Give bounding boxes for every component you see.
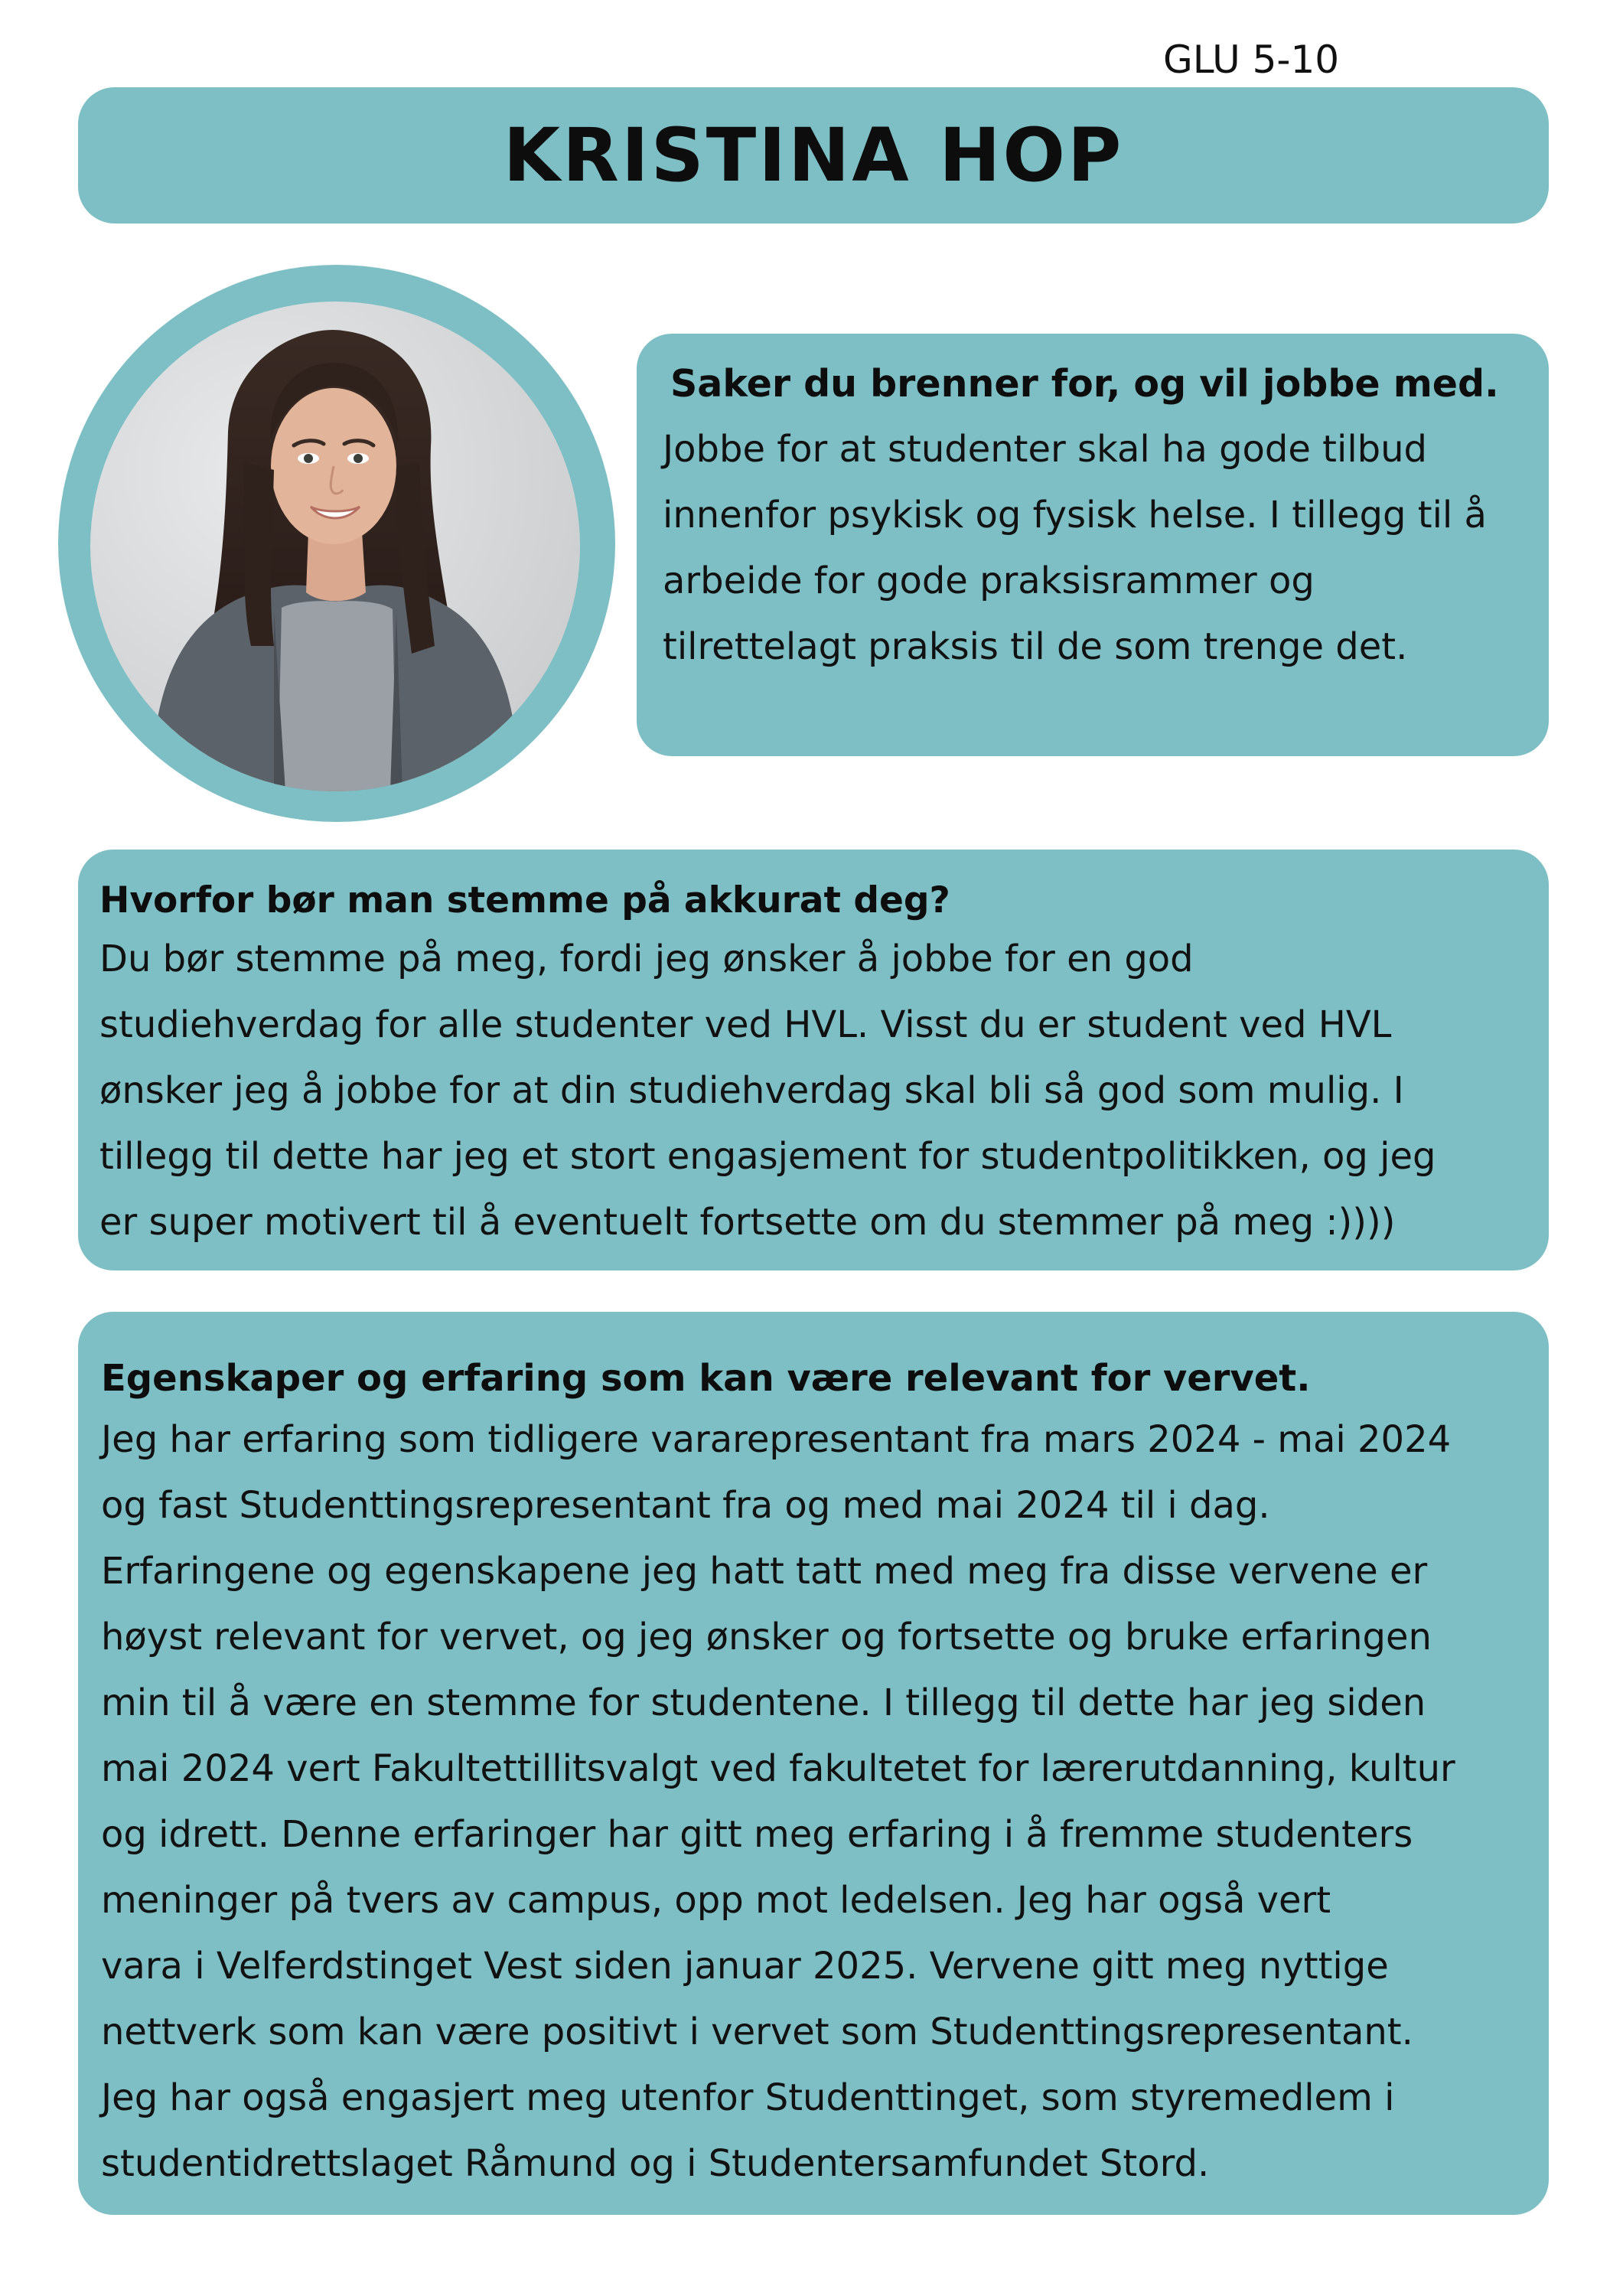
experience-line: Jeg har også engasjert meg utenfor Studenttinget, som styremedlem i [101, 2076, 1395, 2119]
experience-line: studentidrettslaget Råmund og i Studentersamfundet Stord. [101, 2142, 1210, 2185]
issues-line: tilrettelagt praksis til de som trenge det. [663, 625, 1408, 668]
experience-line: mai 2024 vert Fakultettillitsvalgt ved fakultetet for lærerutdanning, kultur [101, 1747, 1455, 1790]
issues-line: innenfor psykisk og fysisk helse. I tillegg til å [663, 494, 1487, 536]
why-vote-line: er super motivert til å eventuelt fortsette om du stemmer på meg :)))) [99, 1201, 1396, 1244]
why-vote-heading: Hvorfor bør man stemme på akkurat deg? [99, 879, 950, 921]
issues-line: arbeide for gode praksisrammer og [663, 559, 1315, 602]
experience-line: vara i Velferdstinget Vest siden januar 2025. Vervene gitt meg nyttige [101, 1945, 1389, 1988]
why-vote-section [78, 850, 1549, 1270]
experience-line: høyst relevant for vervet, og jeg ønsker og fortsette og bruke erfaringen [101, 1616, 1432, 1658]
program-tag: GLU 5-10 [1163, 38, 1340, 82]
why-vote-line: ønsker jeg å jobbe for at din studiehverdag skal bli så god som mulig. I [99, 1069, 1404, 1112]
experience-heading: Egenskaper og erfaring som kan være relevant for vervet. [101, 1357, 1311, 1400]
experience-section [78, 1312, 1549, 2215]
experience-line: meninger på tvers av campus, opp mot ledelsen. Jeg har også vert [101, 1879, 1331, 1922]
issues-heading: Saker du brenner for, og vil jobbe med. [670, 362, 1499, 406]
why-vote-line: studiehverdag for alle studenter ved HVL. Visst du er student ved HVL [99, 1003, 1392, 1046]
why-vote-line: tillegg til dette har jeg et stort engasjement for studentpolitikken, og jeg [99, 1135, 1436, 1178]
experience-line: Erfaringene og egenskapene jeg hatt tatt med meg fra disse vervene er [101, 1550, 1428, 1593]
experience-line: og idrett. Denne erfaringer har gitt meg erfaring i å fremme studenters [101, 1813, 1413, 1856]
portrait-frame [58, 265, 615, 822]
candidate-portrait [90, 302, 580, 791]
candidate-name: KRISTINA HOP [503, 113, 1124, 198]
why-vote-line: Du bør stemme på meg, fordi jeg ønsker å jobbe for en god [99, 938, 1194, 980]
issues-line: Jobbe for at studenter skal ha gode tilbud [663, 428, 1428, 471]
title-banner [78, 87, 1549, 223]
experience-line: min til å være en stemme for studentene. I tillegg til dette har jeg siden [101, 1681, 1426, 1724]
experience-line: Jeg har erfaring som tidligere vararepresentant fra mars 2024 - mai 2024 [101, 1418, 1452, 1461]
issues-section [637, 334, 1549, 756]
experience-line: nettverk som kan være positivt i vervet som Studenttingsrepresentant. [101, 2011, 1413, 2053]
experience-line: og fast Studenttingsrepresentant fra og med mai 2024 til i dag. [101, 1484, 1270, 1527]
